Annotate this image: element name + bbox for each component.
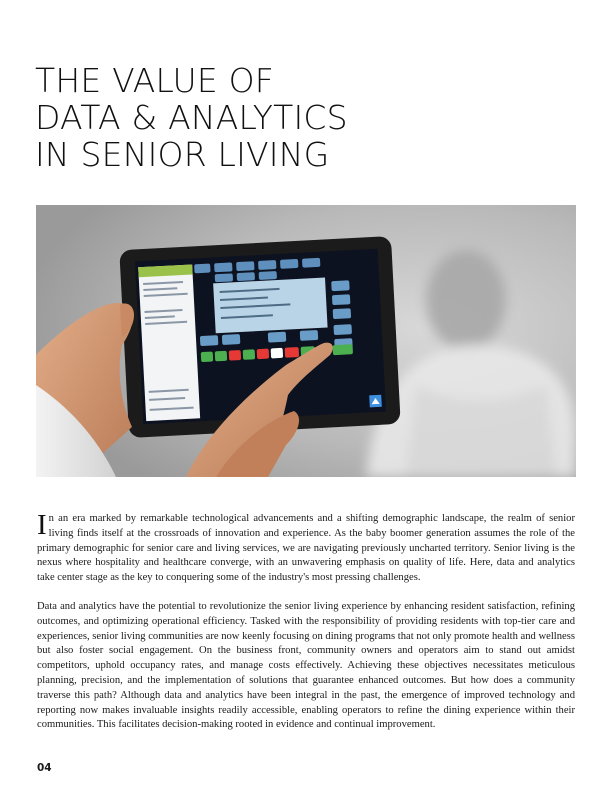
title-line-1: THE VALUE OF	[35, 61, 274, 100]
page-title	[35, 62, 455, 173]
paragraph-1-text: n an era marked by remarkable technological advancements and a shifting demographic landscape, the realm of senior living finds itself at the crossroads of innovation and experience. As the baby boomer generation assumes the role of the primary demographic for senior care and living services, we are navigating previously uncharted territory. Senior living is the nexus where hospitality and healthcare converge, with an unwavering emphasis on quality of life. Here, data and analytics take center stage as the key to conquering some of the industry's most pressing challenges.	[37, 513, 575, 584]
drop-cap: I	[37, 509, 47, 541]
paragraph-1	[37, 509, 575, 586]
title-line-3: IN SENIOR LIVING	[35, 135, 330, 174]
title-line-2: DATA & ANALYTICS	[35, 98, 348, 137]
tablet-pos-photo-icon	[36, 205, 576, 477]
paragraph-2: Data and analytics have the potential to revolutionize the senior living experience by enhancing resident satisfaction, refining outcomes, and optimizing operational efficiency. Tasked with the responsibility of providing residents with top-tier care and experiences, senior living communities are now keenly focusing on dining programs that not only promote health and wellness but also foster social engagement. On the business front, community owners and operators aim to stand out amidst competitors, uphold occupancy rates, and manage costs effectively. Achieving these objectives necessitates meticulous planning, precision, and the implementation of solutions that guarantee enhanced outcomes. But how does a community traverse this path? Although data and analytics have been integral in the past, the emergence of improved technology and reporting now makes invaluable insights readily accessible, enabling operators to refine the dining experience within their communities. This facilitates decision-making rooted in evidence and continual improvement.	[37, 600, 575, 731]
article-body	[37, 509, 575, 747]
hero-photo	[36, 205, 576, 477]
page-number: 04	[37, 762, 52, 774]
